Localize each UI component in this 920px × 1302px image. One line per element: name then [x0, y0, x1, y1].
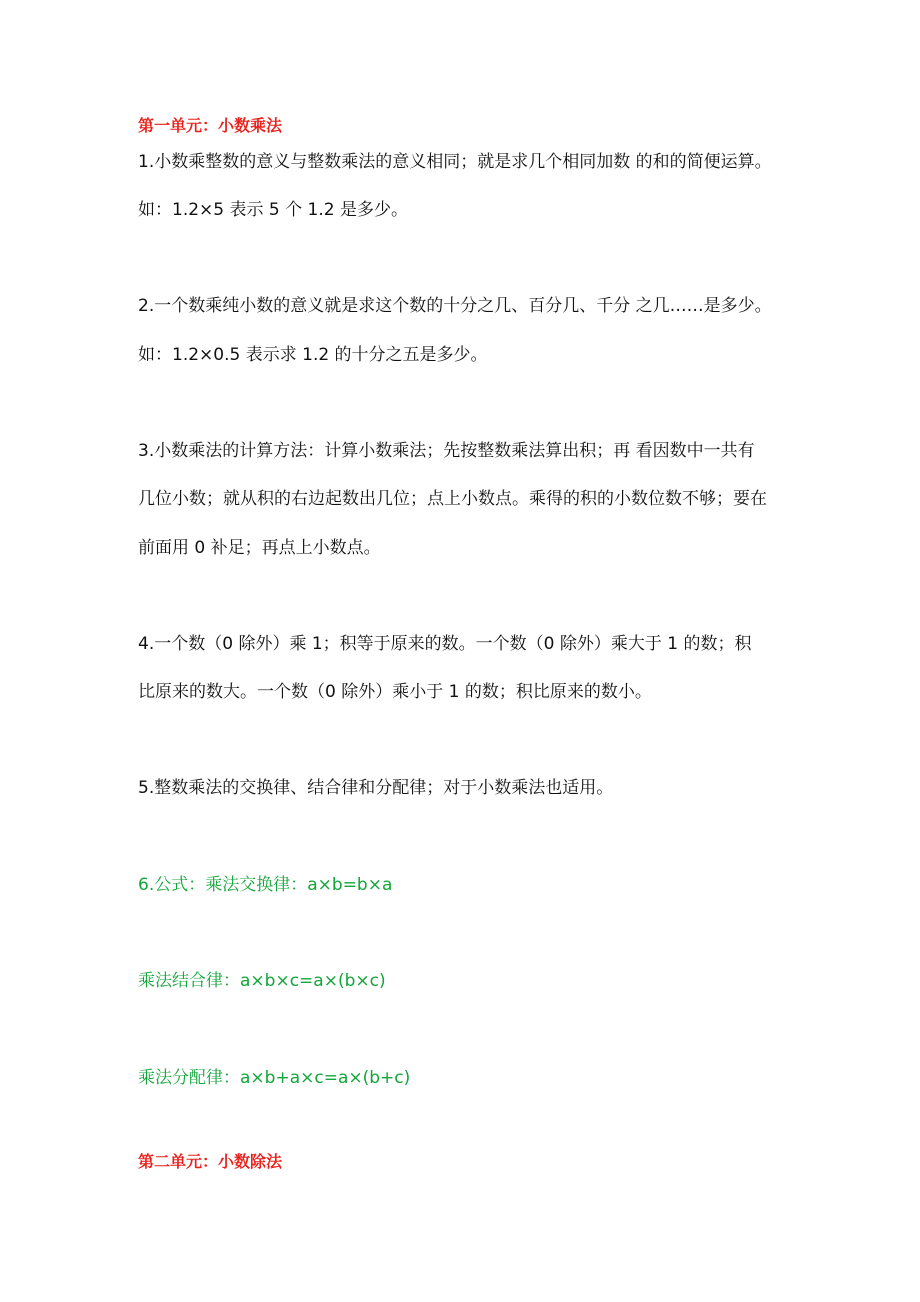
p3-line2: 几位小数；就从积的右边起数出几位；点上小数点。乘得的积的小数位数不够；要在: [138, 489, 767, 509]
p1-line1: 1.小数乘整数的意义与整数乘法的意义相同；就是求几个相同加数 的和的简便运算。: [138, 152, 772, 172]
formula-commutative: 6.公式：乘法交换律：a×b=b×a: [138, 875, 393, 895]
unit1-heading: 第一单元：小数乘法: [138, 116, 283, 135]
p2-line1: 2.一个数乘纯小数的意义就是求这个数的十分之几、百分几、千分 之几……是多少。: [138, 296, 772, 316]
unit2-heading: 第二单元：小数除法: [138, 1152, 283, 1171]
p1-line2: 如：1.2×5 表示 5 个 1.2 是多少。: [138, 200, 408, 220]
p4-line2: 比原来的数大。一个数（0 除外）乘小于 1 的数；积比原来的数小。: [138, 682, 652, 702]
p5-line1: 5.整数乘法的交换律、结合律和分配律；对于小数乘法也适用。: [138, 778, 614, 798]
formula-associative: 乘法结合律：a×b×c=a×(b×c): [138, 971, 386, 991]
p2-line2: 如：1.2×0.5 表示求 1.2 的十分之五是多少。: [138, 345, 488, 365]
p4-line1: 4.一个数（0 除外）乘 1；积等于原来的数。一个数（0 除外）乘大于 1 的数；积: [138, 634, 752, 654]
formula-distributive: 乘法分配律：a×b+a×c=a×(b+c): [138, 1068, 411, 1088]
p3-line1: 3.小数乘法的计算方法：计算小数乘法；先按整数乘法算出积；再 看因数中一共有: [138, 441, 755, 461]
p3-line3: 前面用 0 补足；再点上小数点。: [138, 538, 381, 558]
